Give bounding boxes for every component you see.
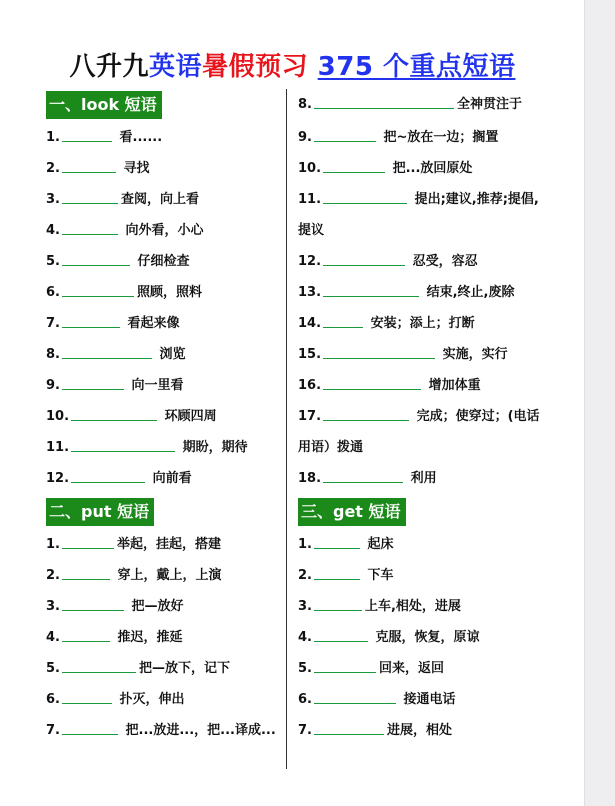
item-number: 5. [46, 254, 60, 269]
item-number: 6. [46, 692, 60, 707]
item-number: 8. [46, 347, 60, 362]
title-grade: 八升九 [69, 52, 150, 82]
answer-blank[interactable] [314, 640, 368, 642]
item-meaning: 提出;建议,推荐;提倡,提议 [298, 192, 539, 238]
answer-blank[interactable] [62, 733, 118, 735]
item-number: 10. [46, 409, 70, 424]
list-item [46, 401, 278, 432]
answer-blank[interactable] [62, 578, 110, 580]
item-meaning: 把...放进...，把...译成... [125, 723, 276, 738]
answer-blank[interactable] [323, 171, 385, 173]
answer-blank[interactable] [323, 481, 403, 483]
item-meaning: 接通电话 [403, 692, 456, 707]
item-number: 4. [46, 223, 60, 238]
item-meaning: 克服，恢复，原谅 [375, 630, 480, 645]
item-number: 12. [46, 471, 70, 486]
item-meaning: 下车 [367, 568, 394, 583]
item-number: 2. [46, 161, 60, 176]
item-meaning: 回来，返回 [378, 661, 444, 676]
item-number: 2. [298, 568, 312, 583]
answer-blank[interactable] [62, 357, 152, 359]
list-item [298, 529, 543, 560]
item-number: 5. [46, 661, 60, 676]
answer-blank[interactable] [323, 295, 419, 297]
answer-blank[interactable] [71, 481, 145, 483]
item-number: 6. [298, 692, 312, 707]
answer-blank[interactable] [62, 202, 118, 204]
title-phrase-count: 375 个重点短语 [317, 52, 516, 82]
viewer-scrollbar[interactable] [584, 0, 615, 806]
answer-blank[interactable] [314, 107, 454, 109]
item-number: 18. [298, 471, 322, 486]
item-meaning: 向一里看 [131, 378, 184, 393]
list-item [46, 339, 278, 370]
item-meaning: 实施，实行 [442, 347, 508, 362]
item-meaning: 全神贯注于 [456, 97, 522, 112]
list-item [298, 277, 543, 308]
item-number: 7. [46, 723, 60, 738]
answer-blank[interactable] [62, 295, 134, 297]
list-item [46, 277, 278, 308]
item-number: 1. [298, 537, 312, 552]
list-item [46, 715, 278, 746]
item-meaning: 扑灭，伸出 [119, 692, 185, 707]
answer-blank[interactable] [71, 419, 157, 421]
item-number: 6. [46, 285, 60, 300]
list-item [46, 529, 278, 560]
item-number: 9. [298, 130, 312, 145]
item-meaning: 完成；使穿过；(电话用语）拨通 [298, 409, 540, 455]
list-item [298, 370, 543, 401]
item-meaning: 把...放回原处 [392, 161, 473, 176]
list-item [298, 715, 543, 746]
title-summer-preview: 暑假预习 [202, 52, 309, 82]
item-number: 7. [46, 316, 60, 331]
item-number: 4. [298, 630, 312, 645]
answer-blank[interactable] [323, 419, 409, 421]
list-item [46, 432, 278, 463]
item-number: 10. [298, 161, 322, 176]
item-number: 7. [298, 723, 312, 738]
item-meaning: 把—放好 [131, 599, 184, 614]
item-number: 15. [298, 347, 322, 362]
item-meaning: 推迟，推延 [117, 630, 183, 645]
item-meaning: 环顾四周 [164, 409, 217, 424]
answer-blank[interactable] [71, 450, 175, 452]
item-number: 5. [298, 661, 312, 676]
answer-blank[interactable] [62, 547, 114, 549]
item-meaning: 起床 [367, 537, 394, 552]
list-item [298, 122, 543, 153]
item-number: 3. [298, 599, 312, 614]
list-item [298, 591, 543, 622]
item-number: 1. [46, 537, 60, 552]
item-meaning: 向外看，小心 [125, 223, 204, 238]
item-meaning: 期盼，期待 [182, 440, 248, 455]
list-item [46, 463, 278, 494]
answer-blank[interactable] [62, 171, 116, 173]
item-number: 11. [46, 440, 70, 455]
item-meaning: 忍受，容忍 [412, 254, 478, 269]
item-number: 3. [46, 192, 60, 207]
item-meaning: 看...... [119, 130, 163, 145]
item-meaning: 向前看 [152, 471, 192, 486]
item-number: 1. [46, 130, 60, 145]
list-item [298, 153, 543, 184]
section-heading-look: 一、look 短语 [46, 91, 162, 119]
list-item [46, 215, 278, 246]
answer-blank[interactable] [62, 640, 110, 642]
item-meaning: 举起，挂起，搭建 [116, 537, 221, 552]
list-item [298, 184, 543, 246]
list-item [298, 684, 543, 715]
item-meaning: 寻找 [123, 161, 150, 176]
answer-blank[interactable] [323, 388, 421, 390]
item-number: 8. [298, 97, 312, 112]
list-item [298, 91, 543, 119]
item-number: 17. [298, 409, 322, 424]
answer-blank[interactable] [314, 702, 396, 704]
item-number: 16. [298, 378, 322, 393]
item-number: 12. [298, 254, 322, 269]
answer-blank[interactable] [323, 264, 405, 266]
list-item [46, 246, 278, 277]
item-number: 4. [46, 630, 60, 645]
section-heading-get: 三、get 短语 [298, 498, 406, 526]
item-meaning: 增加体重 [428, 378, 481, 393]
answer-blank[interactable] [314, 140, 376, 142]
list-item [298, 401, 543, 463]
answer-blank[interactable] [62, 233, 118, 235]
answer-blank[interactable] [62, 609, 124, 611]
list-item [46, 653, 278, 684]
item-number: 3. [46, 599, 60, 614]
list-item [298, 463, 543, 494]
item-number: 2. [46, 568, 60, 583]
list-item [46, 684, 278, 715]
title-subject: 英语 [149, 52, 203, 82]
item-meaning: 上车,相处，进展 [364, 599, 461, 614]
answer-blank[interactable] [62, 140, 112, 142]
list-item [298, 339, 543, 370]
list-item [46, 622, 278, 653]
column-divider [286, 89, 287, 769]
answer-blank[interactable] [314, 671, 376, 673]
item-meaning: 浏览 [159, 347, 186, 362]
item-meaning: 查阅，向上看 [120, 192, 199, 207]
page-title [0, 46, 585, 83]
list-item [298, 560, 543, 591]
item-number: 14. [298, 316, 322, 331]
item-meaning: 进展，相处 [386, 723, 452, 738]
list-item [46, 122, 278, 153]
answer-blank[interactable] [314, 609, 362, 611]
list-item [46, 308, 278, 339]
item-number: 13. [298, 285, 322, 300]
list-item [298, 246, 543, 277]
list-item [46, 591, 278, 622]
list-item [46, 153, 278, 184]
list-item [298, 653, 543, 684]
answer-blank[interactable] [323, 326, 363, 328]
item-meaning: 结束,终止,废除 [426, 285, 515, 300]
item-meaning: 把~放在一边；搁置 [383, 130, 499, 145]
item-number: 9. [46, 378, 60, 393]
list-item [298, 622, 543, 653]
list-item [46, 370, 278, 401]
answer-blank[interactable] [323, 202, 407, 204]
answer-blank[interactable] [314, 733, 384, 735]
answer-blank[interactable] [314, 578, 360, 580]
item-meaning: 安装；添上；打断 [370, 316, 475, 331]
item-meaning: 仔细检查 [137, 254, 190, 269]
answer-blank[interactable] [62, 671, 136, 673]
section-heading-put: 二、put 短语 [46, 498, 154, 526]
answer-blank[interactable] [62, 388, 124, 390]
left-column [46, 91, 278, 746]
list-item [46, 184, 278, 215]
list-item [298, 308, 543, 339]
item-meaning: 利用 [410, 471, 437, 486]
item-meaning: 看起来像 [127, 316, 180, 331]
answer-blank[interactable] [314, 547, 360, 549]
answer-blank[interactable] [62, 702, 112, 704]
item-meaning: 照顾，照料 [136, 285, 202, 300]
item-number: 11. [298, 192, 322, 207]
answer-blank[interactable] [62, 326, 120, 328]
list-item [46, 560, 278, 591]
answer-blank[interactable] [62, 264, 130, 266]
answer-blank[interactable] [323, 357, 435, 359]
item-meaning: 把—放下，记下 [138, 661, 230, 676]
item-meaning: 穿上，戴上，上演 [117, 568, 222, 583]
right-column [298, 91, 543, 746]
